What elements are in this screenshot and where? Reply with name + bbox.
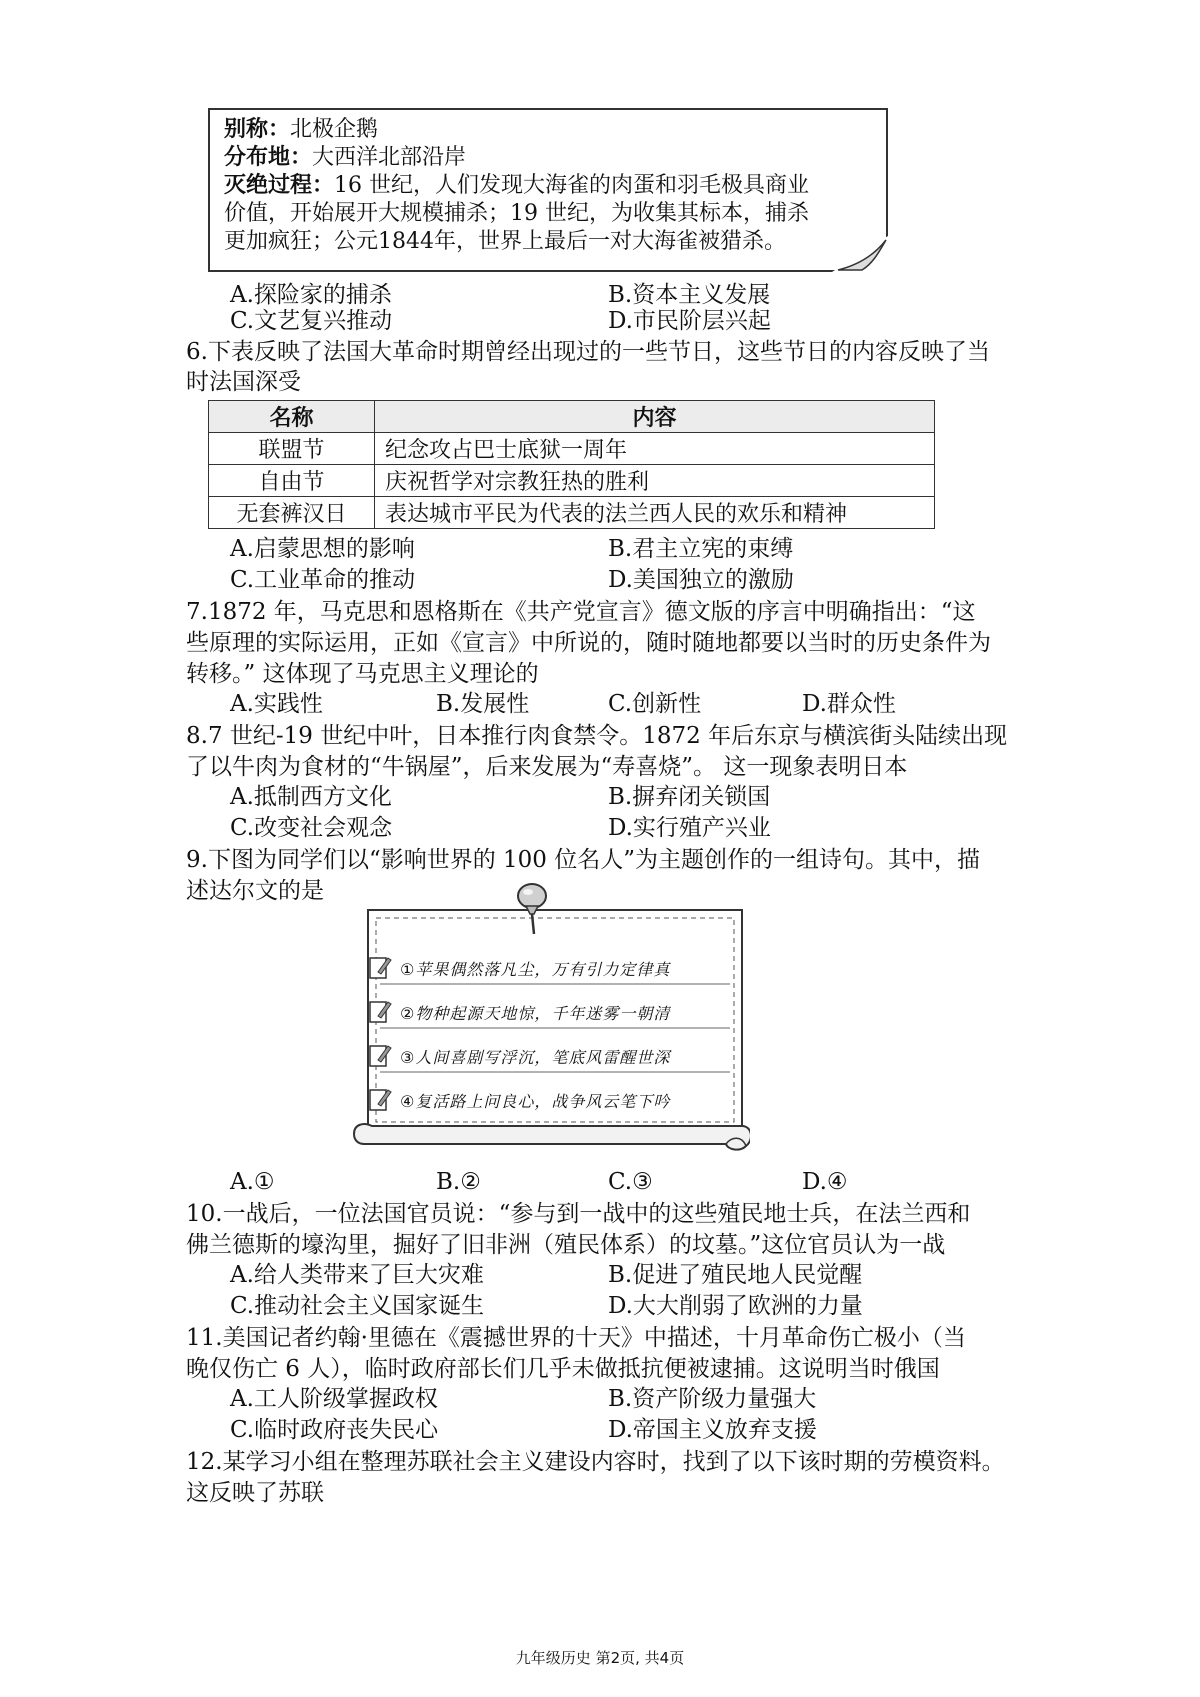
range-row <box>224 144 466 172</box>
page-curl-icon <box>832 236 888 272</box>
pen-icon <box>368 998 392 1024</box>
table-row <box>209 465 935 497</box>
process-line-2: 价值，开始展开大规模捕杀；19 世纪，为收集其标本，捕杀 <box>224 201 809 226</box>
q6-stem-line-2: 时法国深受 <box>186 369 301 395</box>
table-row <box>209 497 935 529</box>
q5-option-c: C.文艺复兴推动 <box>230 308 393 334</box>
table-cell-name: 联盟节 <box>209 433 375 465</box>
festival-table <box>208 400 935 529</box>
q9-option-a: A.① <box>230 1169 275 1195</box>
alias-row <box>224 116 378 144</box>
q10-stem-line-2: 佛兰德斯的壕沟里，掘好了旧非洲（殖民体系）的坟墓。”这位官员认为一战 <box>186 1232 946 1258</box>
table-row <box>209 433 935 465</box>
q5-option-a: A.探险家的捕杀 <box>230 282 392 308</box>
process-row <box>224 172 809 200</box>
pen-icon <box>368 1086 392 1112</box>
table-cell-content: 表达城市平民为代表的法兰西人民的欢乐和精神 <box>375 497 935 529</box>
range-label: 分布地： <box>224 145 313 170</box>
alias-value: 北极企鹅 <box>290 117 379 142</box>
q11-option-c: C.临时政府丧失民心 <box>230 1417 439 1443</box>
q7-option-b: B.发展性 <box>436 691 530 717</box>
q8-stem-line-2: 了以牛肉为食材的“牛锅屋”，后来发展为“寿喜烧”。 这一现象表明日本 <box>186 754 908 780</box>
q11-option-a: A.工人阶级掌握政权 <box>230 1386 438 1412</box>
q9-option-b: B.② <box>436 1169 481 1195</box>
q8-stem-line-1: 8.7 世纪-19 世纪中叶，日本推行肉食禁令。1872 年后东京与横滨街头陆续出现 <box>186 723 1008 749</box>
q5-option-d: D.市民阶层兴起 <box>608 308 771 334</box>
range-value: 大西洋北部沿岸 <box>312 145 467 170</box>
process-line-1: 16 世纪，人们发现大海雀的肉蛋和羽毛极具商业 <box>334 173 810 198</box>
scroll-frame <box>350 900 750 1156</box>
poem-4: ④复活路上问良心，战争风云笔下吟 <box>400 1092 671 1111</box>
q6-option-b: B.君主立宪的束缚 <box>608 536 794 562</box>
q7-option-d: D.群众性 <box>802 691 896 717</box>
q11-stem-line-2: 晚仅伤亡 6 人），临时政府部长们几乎未做抵抗便被逮捕。这说明当时俄国 <box>186 1356 940 1382</box>
process-line-3: 更加疯狂；公元1844年，世界上最后一对大海雀被猎杀。 <box>224 229 786 254</box>
q8-option-c: C.改变社会观念 <box>230 815 393 841</box>
table-header-name: 名称 <box>209 401 375 433</box>
q10-stem-line-1: 10.一战后，一位法国官员说：“参与到一战中的这些殖民地士兵，在法兰西和 <box>186 1201 971 1227</box>
q7-stem-line-2: 些原理的实际运用，正如《宣言》中所说的，随时随地都要以当时的历史条件为 <box>186 630 991 656</box>
table-cell-name: 自由节 <box>209 465 375 497</box>
q9-option-d: D.④ <box>802 1169 848 1195</box>
q6-stem-line-1: 6.下表反映了法国大革命时期曾经出现过的一些节日，这些节日的内容反映了当 <box>186 339 990 365</box>
q6-option-a: A.启蒙思想的影响 <box>230 536 415 562</box>
q8-option-d: D.实行殖产兴业 <box>608 815 771 841</box>
pen-icon <box>368 954 392 980</box>
q5-option-b: B.资本主义发展 <box>608 282 771 308</box>
poem-scroll <box>350 900 750 1156</box>
poem-1: ①苹果偶然落凡尘，万有引力定律真 <box>400 960 671 979</box>
alias-label: 别称： <box>224 117 291 142</box>
q6-option-c: C.工业革命的推动 <box>230 567 416 593</box>
q7-stem-line-3: 转移。” 这体现了马克思主义理论的 <box>186 661 539 687</box>
q8-option-b: B.摒弃闭关锁国 <box>608 784 771 810</box>
q10-option-d: D.大大削弱了欧洲的力量 <box>608 1293 863 1319</box>
table-cell-content: 庆祝哲学对宗教狂热的胜利 <box>375 465 935 497</box>
q7-option-a: A.实践性 <box>230 691 323 717</box>
q10-option-c: C.推动社会主义国家诞生 <box>230 1293 485 1319</box>
q10-option-a: A.给人类带来了巨大灾难 <box>230 1262 484 1288</box>
table-header-row <box>209 401 935 433</box>
q11-option-d: D.帝国主义放弃支援 <box>608 1417 817 1443</box>
q11-option-b: B.资产阶级力量强大 <box>608 1386 817 1412</box>
q12-stem-line-2: 这反映了苏联 <box>186 1480 324 1506</box>
q11-stem-line-1: 11.美国记者约翰·里德在《震撼世界的十天》中描述，十月革命伤亡极小（当 <box>186 1325 966 1351</box>
poem-3: ③人间喜剧写浮沉，笔底风雷醒世深 <box>400 1048 671 1067</box>
q8-option-a: A.抵制西方文化 <box>230 784 392 810</box>
table-cell-content: 纪念攻占巴士底狱一周年 <box>375 433 935 465</box>
table-cell-name: 无套裤汉日 <box>209 497 375 529</box>
q12-stem-line-1: 12.某学习小组在整理苏联社会主义建设内容时，找到了以下该时期的劳模资料。 <box>186 1449 1005 1475</box>
poem-2: ②物种起源天地惊，千年迷雾一朝清 <box>400 1004 671 1023</box>
pushpin-icon <box>508 880 558 936</box>
q9-stem-line-1: 9.下图为同学们以“影响世界的 100 位名人”为主题创作的一组诗句。其中，描 <box>186 847 980 873</box>
pen-icon <box>368 1042 392 1068</box>
info-card <box>208 108 888 272</box>
q7-stem-line-1: 7.1872 年，马克思和恩格斯在《共产党宣言》德文版的序言中明确指出：“这 <box>186 599 976 625</box>
table-header-content: 内容 <box>375 401 935 433</box>
q9-stem-line-2: 述达尔文的是 <box>186 878 324 904</box>
process-label: 灭绝过程： <box>224 173 335 198</box>
q7-option-c: C.创新性 <box>608 691 702 717</box>
q9-option-c: C.③ <box>608 1169 653 1195</box>
page-footer: 九年级历史 第2页, 共4页 <box>515 1649 685 1667</box>
q10-option-b: B.促进了殖民地人民觉醒 <box>608 1262 863 1288</box>
q6-option-d: D.美国独立的激励 <box>608 567 794 593</box>
